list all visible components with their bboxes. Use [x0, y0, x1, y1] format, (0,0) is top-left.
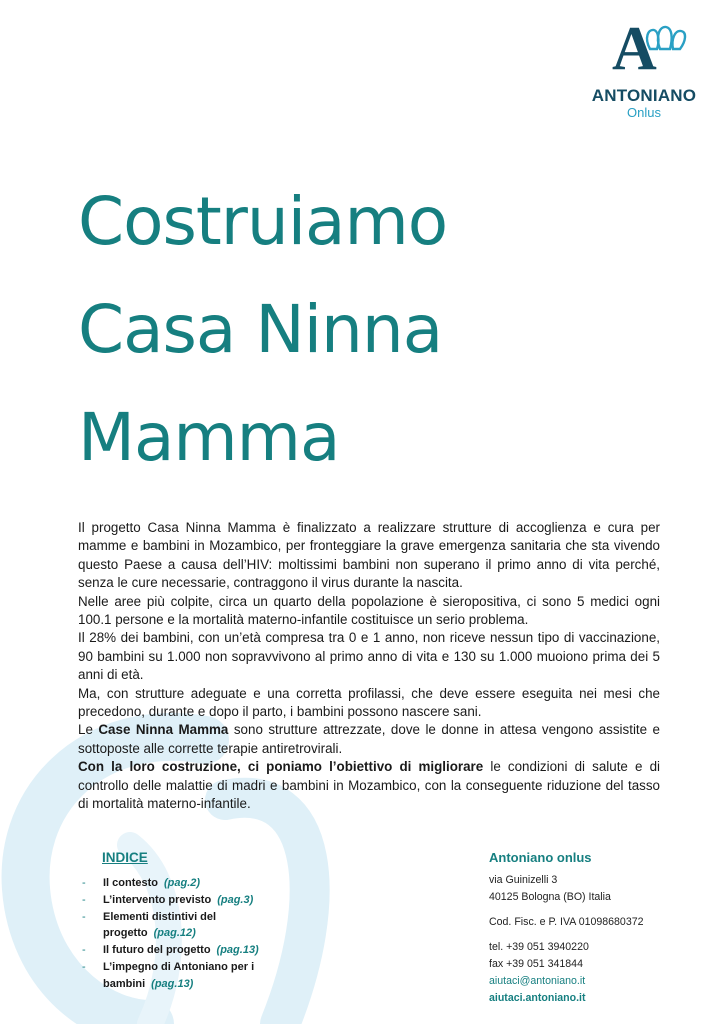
logo-letter: A: [612, 15, 657, 83]
index-title: INDICE: [102, 850, 148, 865]
index-item[interactable]: [82, 875, 282, 892]
paragraph-text: sono strutture attrezzate, dove le donne in attesa vengono assistite e sottoposte alle corrette terapie antiretrovirali.: [78, 722, 661, 756]
logo-subtitle: Onlus: [627, 105, 661, 120]
contact-block: [489, 850, 709, 1007]
fax-number: fax +39 051 341844: [489, 958, 583, 970]
paragraph-bold-text: Con la loro costruzione, ci poniamo l’obiettivo di migliorare: [78, 759, 484, 775]
phone-number: tel. +39 051 3940220: [489, 941, 589, 953]
index-item[interactable]: [82, 909, 282, 943]
bullet-dash: -: [82, 960, 86, 973]
title-line-3: Mamma: [78, 399, 340, 476]
organization-name: Antoniano onlus: [489, 850, 592, 865]
index-item-label: Elementi distintivi del progetto: [103, 910, 217, 940]
index-item-label: L’impegno di Antoniano per i bambini: [103, 960, 255, 990]
website-link[interactable]: aiutaci.antoniano.it: [489, 992, 586, 1004]
bullet-dash: -: [82, 910, 86, 923]
page-title: [78, 168, 447, 492]
paragraph: Il 28% dei bambini, con un’età compresa tra 0 e 1 anno, non riceve nessun tipo di vaccinazione, 90 bambini su 1.000 non sopravvivono al primo anno di vita e 130 su 1.000 muoiono prima dei 5 anni di età.: [78, 630, 660, 683]
index-item-label: Il contesto: [103, 877, 159, 889]
paragraph: Il progetto Casa Ninna Mamma è finalizzato a realizzare strutture di accoglienza e cura per mamme e bambini in Mozambico, per fronteggiare la grave emergenza sanitaria che sta vivendo questo Paese a causa dell’HIV: moltissimi bambini non superano il primo anno di vita perché, senza le cure necessarie, contraggono il virus durante la nascita.: [78, 520, 660, 591]
bullet-dash: -: [82, 944, 86, 957]
index-item-label: L’intervento previsto: [103, 893, 212, 906]
email-link[interactable]: aiutaci@antoniano.it: [489, 975, 586, 987]
index-item[interactable]: [82, 959, 282, 993]
index-item-page: (pag.13): [216, 944, 259, 957]
index-item-page: (pag.3): [217, 893, 254, 906]
paragraph-bold-text: Case Ninna Mamma: [98, 722, 229, 738]
index-item-page: (pag.2): [164, 877, 201, 889]
bullet-dash: -: [82, 877, 86, 889]
flower-icon: [644, 24, 688, 54]
paragraph-text: le condizioni di salute e di controllo delle malattie di madri e bambini in Mozambico, con la conseguente riduzione del tasso di mortalità materno-infantile.: [78, 759, 661, 812]
project-description: [78, 519, 660, 814]
logo-name: ANTONIANO: [591, 86, 697, 105]
fiscal-code: Cod. Fisc. e P. IVA 01098680372: [489, 916, 644, 928]
paragraph: [78, 721, 660, 758]
table-of-contents: [82, 850, 282, 993]
address-line: via Guinizelli 3: [489, 874, 558, 886]
address-line: 40125 Bologna (BO) Italia: [489, 891, 611, 903]
paragraph: [78, 758, 660, 813]
antoniano-logo: [578, 15, 710, 126]
paragraph: Ma, con strutture adeguate e una corretta profilassi, che deve essere eseguita nei mesi che precedono, durante e dopo il parto, i bambini possono nascere sani.: [78, 685, 660, 720]
bullet-dash: -: [82, 893, 86, 906]
index-list: [82, 875, 282, 993]
index-item-label: Il futuro del progetto: [103, 944, 211, 957]
index-item-page: (pag.12): [153, 927, 196, 940]
index-item[interactable]: [82, 892, 282, 909]
paragraph: Nelle aree più colpite, circa un quarto della popolazione è sieropositiva, ci sono 5 medici ogni 100.1 persone e la mortalità materno-infantile costituisce un serio problema.: [78, 593, 660, 628]
title-line-2: Casa Ninna: [78, 291, 443, 368]
paragraph-text: Le: [78, 722, 99, 738]
title-line-1: Costruiamo: [78, 183, 448, 260]
logo-mark: [578, 15, 710, 83]
index-item[interactable]: [82, 942, 282, 959]
index-item-page: (pag.13): [151, 977, 194, 990]
